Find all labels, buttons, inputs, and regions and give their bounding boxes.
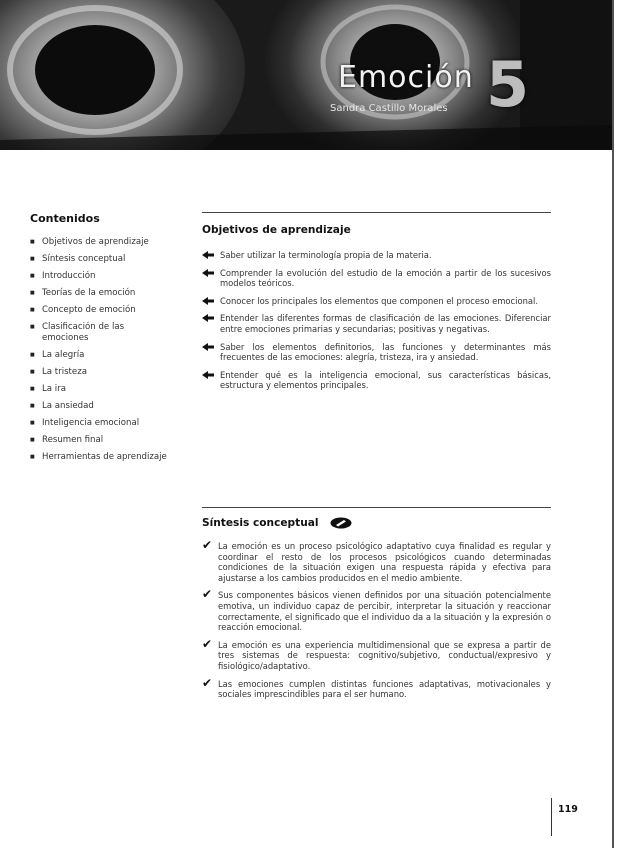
arrow-bullet-icon [202, 297, 214, 305]
contents-heading: Contenidos [30, 212, 100, 225]
checkmark-icon: ✔ [202, 636, 213, 651]
chapter-banner [0, 0, 612, 150]
checkmark-icon: ✔ [202, 587, 213, 602]
objective-item [202, 313, 551, 334]
objectives-list [202, 250, 551, 391]
page-number-divider [551, 798, 552, 836]
contents-item: ■ La tristeza [30, 367, 185, 378]
synthesis-section [202, 517, 551, 707]
contents-item: ■ Síntesis conceptual [30, 254, 185, 265]
synthesis-text: La emoción es una experiencia multidimensional que se expresa a partir de tres sistemas de respuesta: cognitivo/subjetivo, conductual/expresivo y fisiológico/adaptativo. [218, 639, 551, 671]
objectives-section [202, 224, 551, 398]
pencil-badge-icon [330, 517, 352, 529]
contents-item: ■ Concepto de emoción [30, 305, 185, 316]
arrow-bullet-icon [202, 314, 214, 322]
synthesis-title: Síntesis conceptual [202, 517, 319, 529]
synthesis-item [202, 675, 551, 700]
synthesis-list [202, 538, 551, 700]
objective-text: Comprender la evolución del estudio de la emoción a partir de los sucesivos modelos teóricos. [220, 267, 551, 289]
objective-item [202, 342, 551, 363]
objective-text: Saber utilizar la terminología propia de la materia. [220, 250, 432, 260]
objective-text: Entender las diferentes formas de clasificación de las emociones. Diferenciar entre emociones primarias y secundarias; positivas y negativas. [220, 313, 551, 334]
synthesis-text: Las emociones cumplen distintas funciones adaptativas, motivacionales y sociales imprescindibles para el ser humano. [218, 678, 551, 700]
synthesis-title-row [202, 517, 551, 529]
contents-item: ■ Herramientas de aprendizaje [30, 452, 185, 463]
contents-sidebar [30, 212, 185, 469]
contents-item: ■ Introducción [30, 271, 185, 282]
objective-item [202, 250, 551, 261]
contents-item: ■ Teorías de la emoción [30, 288, 185, 299]
contents-item: ■ Objetivos de aprendizaje [30, 237, 185, 248]
checkmark-icon: ✔ [202, 675, 213, 690]
section-rule [202, 507, 551, 508]
chapter-title: Emoción [338, 60, 474, 95]
objective-text: Entender qué es la inteligencia emocional, sus características básicas, estructura y elementos principales. [220, 369, 551, 391]
page-edge-divider [612, 0, 614, 848]
checkmark-icon: ✔ [202, 538, 213, 552]
page-number: 119 [558, 804, 578, 815]
objective-item [202, 296, 551, 307]
arrow-bullet-icon [202, 371, 214, 379]
contents-item: ■ La alegría [30, 350, 185, 361]
arrow-bullet-icon [202, 269, 214, 277]
synthesis-item [202, 636, 551, 672]
contents-item: ■ Clasificación de las emociones [30, 322, 132, 343]
synthesis-text: Sus componentes básicos vienen definidos por una situación potencialmente emotiva, un individuo capaz de percibir, interpretar la situación y reaccionar correctamente, el significado que el individuo da a la situación y la expresión o reacción emocional. [218, 590, 551, 633]
section-rule [202, 212, 551, 213]
chapter-author: Sandra Castillo Morales [330, 103, 448, 114]
objectives-title: Objetivos de aprendizaje [202, 224, 351, 236]
contents-item: ■ La ansiedad [30, 401, 185, 412]
objective-item [202, 370, 551, 391]
contents-item: ■ Inteligencia emocional [30, 418, 185, 429]
contents-item: ■ La ira [30, 384, 185, 395]
arrow-bullet-icon [202, 251, 214, 259]
synthesis-text: La emoción es un proceso psicológico adaptativo cuya finalidad es regular y coordinar el resto de los procesos psicológicos cuando determinadas condiciones de la situación exigen una respuesta rápida y efectiva para ajustarse a los cambios producidos en el medio ambiente. [218, 541, 551, 583]
arrow-bullet-icon [202, 343, 214, 351]
chapter-number: 5 [486, 48, 530, 121]
objective-item [202, 268, 551, 289]
synthesis-item [202, 587, 551, 633]
objective-text: Conocer los principales los elementos que componen el proceso emocional. [220, 295, 539, 306]
objective-text: Saber los elementos definitorios, las funciones y determinantes más frecuentes de las emociones: alegría, tristeza, ira y ansiedad. [220, 341, 551, 363]
contents-item: ■ Resumen final [30, 435, 185, 446]
synthesis-item [202, 538, 551, 583]
contents-list [30, 237, 185, 462]
